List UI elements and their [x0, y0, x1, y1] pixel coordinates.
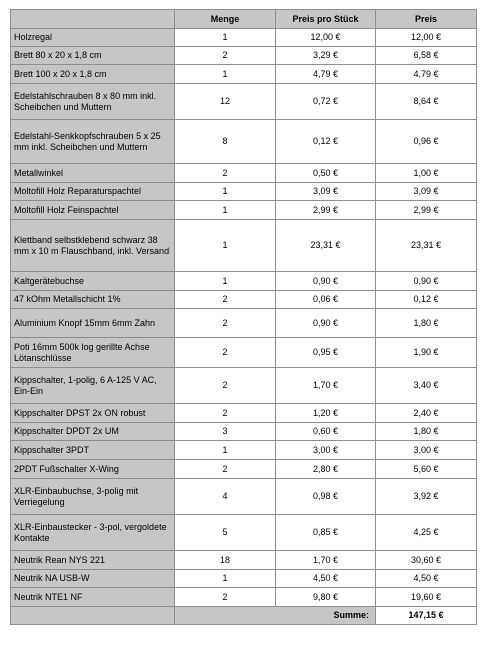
- price-cell: 1,00 €: [376, 164, 477, 183]
- header-item: [11, 10, 175, 29]
- table-row: [11, 65, 477, 84]
- quantity-cell: 8: [175, 120, 276, 164]
- unit-price-cell: 0,72 €: [276, 84, 376, 120]
- summary-blank-cell: [11, 607, 175, 625]
- quantity-cell: 1: [175, 441, 276, 460]
- table-row: [11, 201, 477, 220]
- item-name-cell: Moltofill Holz Feinspachtel: [11, 201, 175, 220]
- quantity-cell: 2: [175, 588, 276, 607]
- unit-price-cell: 0,12 €: [276, 120, 376, 164]
- table-row: [11, 441, 477, 460]
- price-cell: 3,92 €: [376, 479, 477, 515]
- quantity-cell: 3: [175, 423, 276, 441]
- price-cell: 1,80 €: [376, 309, 477, 338]
- table-row: [11, 183, 477, 201]
- quantity-cell: 5: [175, 515, 276, 551]
- table-row: [11, 404, 477, 423]
- unit-price-cell: 4,50 €: [276, 570, 376, 588]
- price-cell: 1,80 €: [376, 423, 477, 441]
- item-name-cell: Brett 100 x 20 x 1,8 cm: [11, 65, 175, 84]
- price-cell: 30,60 €: [376, 551, 477, 570]
- table-row: [11, 220, 477, 272]
- unit-price-cell: 2,80 €: [276, 460, 376, 479]
- unit-price-cell: 0,90 €: [276, 272, 376, 291]
- table-row: [11, 120, 477, 164]
- quantity-cell: 1: [175, 201, 276, 220]
- item-name-cell: Klettband selbstklebend schwarz 38 mm x 10 m Flauschband, inkl. Versand: [11, 220, 175, 272]
- quantity-cell: 2: [175, 460, 276, 479]
- table-row: [11, 272, 477, 291]
- price-cell: 4,25 €: [376, 515, 477, 551]
- table-row: [11, 515, 477, 551]
- item-name-cell: Kaltgerätebuchse: [11, 272, 175, 291]
- price-cell: 1,90 €: [376, 338, 477, 368]
- unit-price-cell: 0,06 €: [276, 291, 376, 309]
- unit-price-cell: 4,79 €: [276, 65, 376, 84]
- price-table: [10, 9, 477, 625]
- price-cell: 23,31 €: [376, 220, 477, 272]
- table-row: [11, 47, 477, 65]
- price-cell: 4,79 €: [376, 65, 477, 84]
- table-row: [11, 291, 477, 309]
- table-row: [11, 164, 477, 183]
- price-cell: 19,60 €: [376, 588, 477, 607]
- item-name-cell: Kippschalter, 1-polig, 6 A-125 V AC, Ein-Ein: [11, 368, 175, 404]
- unit-price-cell: 1,70 €: [276, 368, 376, 404]
- summary-total: 147,15 €: [376, 607, 477, 625]
- table-row: [11, 368, 477, 404]
- quantity-cell: 1: [175, 220, 276, 272]
- item-name-cell: Neutrik NTE1 NF: [11, 588, 175, 607]
- unit-price-cell: 1,20 €: [276, 404, 376, 423]
- quantity-cell: 2: [175, 368, 276, 404]
- price-cell: 4,50 €: [376, 570, 477, 588]
- price-cell: 0,12 €: [376, 291, 477, 309]
- unit-price-cell: 1,70 €: [276, 551, 376, 570]
- table-row: [11, 29, 477, 47]
- quantity-cell: 2: [175, 164, 276, 183]
- unit-price-cell: 0,90 €: [276, 309, 376, 338]
- header-unit-price: Preis pro Stück: [276, 10, 376, 29]
- unit-price-cell: 0,60 €: [276, 423, 376, 441]
- price-cell: 6,58 €: [376, 47, 477, 65]
- price-cell: 3,09 €: [376, 183, 477, 201]
- unit-price-cell: 9,80 €: [276, 588, 376, 607]
- quantity-cell: 1: [175, 272, 276, 291]
- item-name-cell: Poti 16mm 500k log gerillte Achse Lötanschlüsse: [11, 338, 175, 368]
- item-name-cell: Aluminium Knopf 15mm 6mm Zahn: [11, 309, 175, 338]
- item-name-cell: 47 kOhm Metallschicht 1%: [11, 291, 175, 309]
- price-cell: 3,40 €: [376, 368, 477, 404]
- table-row: [11, 423, 477, 441]
- quantity-cell: 2: [175, 291, 276, 309]
- table-row: [11, 84, 477, 120]
- quantity-cell: 18: [175, 551, 276, 570]
- price-cell: 3,00 €: [376, 441, 477, 460]
- unit-price-cell: 0,98 €: [276, 479, 376, 515]
- table-row: [11, 479, 477, 515]
- header-quantity: Menge: [175, 10, 276, 29]
- unit-price-cell: 23,31 €: [276, 220, 376, 272]
- summary-label: Summe:: [175, 607, 376, 625]
- price-cell: 0,90 €: [376, 272, 477, 291]
- price-cell: 2,99 €: [376, 201, 477, 220]
- table-row: [11, 551, 477, 570]
- quantity-cell: 4: [175, 479, 276, 515]
- item-name-cell: XLR-Einbaustecker - 3-pol, vergoldete Kontakte: [11, 515, 175, 551]
- price-cell: 2,40 €: [376, 404, 477, 423]
- table-row: [11, 588, 477, 607]
- item-name-cell: Edelstahl-Senkkopfschrauben 5 x 25 mm inkl. Scheibchen und Muttern: [11, 120, 175, 164]
- price-cell: 0,96 €: [376, 120, 477, 164]
- quantity-cell: 1: [175, 183, 276, 201]
- unit-price-cell: 12,00 €: [276, 29, 376, 47]
- item-name-cell: Kippschalter DPST 2x ON robust: [11, 404, 175, 423]
- quantity-cell: 1: [175, 29, 276, 47]
- unit-price-cell: 0,85 €: [276, 515, 376, 551]
- table-row: [11, 570, 477, 588]
- item-name-cell: Edelstahlschrauben 8 x 80 mm inkl. Scheibchen und Muttern: [11, 84, 175, 120]
- item-name-cell: Neutrik NA USB-W: [11, 570, 175, 588]
- item-name-cell: Holzregal: [11, 29, 175, 47]
- quantity-cell: 2: [175, 47, 276, 65]
- item-name-cell: Metallwinkel: [11, 164, 175, 183]
- unit-price-cell: 0,50 €: [276, 164, 376, 183]
- quantity-cell: 1: [175, 570, 276, 588]
- price-cell: 5,60 €: [376, 460, 477, 479]
- item-name-cell: Brett 80 x 20 x 1,8 cm: [11, 47, 175, 65]
- unit-price-cell: 0,95 €: [276, 338, 376, 368]
- item-name-cell: Moltofill Holz Reparaturspachtel: [11, 183, 175, 201]
- quantity-cell: 2: [175, 404, 276, 423]
- quantity-cell: 12: [175, 84, 276, 120]
- unit-price-cell: 3,29 €: [276, 47, 376, 65]
- unit-price-cell: 3,00 €: [276, 441, 376, 460]
- table-row: [11, 338, 477, 368]
- price-cell: 12,00 €: [376, 29, 477, 47]
- item-name-cell: Neutrik Rean NYS 221: [11, 551, 175, 570]
- item-name-cell: Kippschalter DPDT 2x UM: [11, 423, 175, 441]
- table-row: [11, 460, 477, 479]
- header-price: Preis: [376, 10, 477, 29]
- quantity-cell: 2: [175, 338, 276, 368]
- item-name-cell: 2PDT Fußschalter X-Wing: [11, 460, 175, 479]
- table-row: [11, 309, 477, 338]
- price-cell: 8,64 €: [376, 84, 477, 120]
- header-row: [11, 10, 477, 29]
- quantity-cell: 2: [175, 309, 276, 338]
- summary-row: [11, 607, 477, 625]
- unit-price-cell: 3,09 €: [276, 183, 376, 201]
- item-name-cell: XLR-Einbaubuchse, 3-polig mit Verriegelung: [11, 479, 175, 515]
- unit-price-cell: 2,99 €: [276, 201, 376, 220]
- quantity-cell: 1: [175, 65, 276, 84]
- item-name-cell: Kippschalter 3PDT: [11, 441, 175, 460]
